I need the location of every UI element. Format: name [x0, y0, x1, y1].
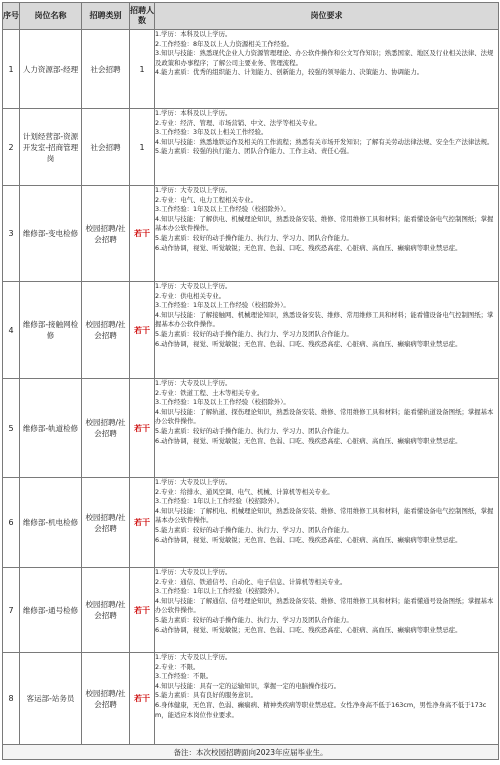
- row-headcount: 若干: [130, 282, 155, 379]
- header-seq: 序号: [3, 3, 20, 30]
- row-seq: 1: [3, 30, 20, 109]
- row-recruit-type: 校园招聘/社会招聘: [82, 653, 130, 745]
- row-seq: 2: [3, 109, 20, 186]
- row-requirements: 1.学历：大专及以上学历。 2.专业：通信、铁道信号、自动化、电子信息、计算机等相关专业。 3.工作经验：1年以上工作经验（校招除外）。 4.知识与技能：了解通信、信号理论知识，熟悉设备安装、维修、常用维修工具和材料；能看懂通号设备图纸；掌握基本办公软件操作。 5.能力素质：较好的动手操作能力、执行力、学习力及团队合作能力。 6.动作协调，视觉、听觉敏锐；无色盲、色弱、口吃、残疾恐高症、心脏病、高血压、癫痫病等职业禁忌症。: [155, 568, 499, 653]
- table-note: 备注：本次校园招聘面向2023年应届毕业生。: [3, 745, 499, 760]
- row-headcount: 1: [130, 109, 155, 186]
- row-recruit-type: 社会招聘: [82, 30, 130, 109]
- row-position-name: 维修部-通号检修: [20, 568, 82, 653]
- row-recruit-type: 校园招聘/社会招聘: [82, 379, 130, 478]
- row-position-name: 计划经营部-资源开发室-招商管理岗: [20, 109, 82, 186]
- row-requirements: 1.学历：大专及以上学历。 2.专业：给排水、通风空调、电气、机械、计算机等相关专业。 3.工作经验：1年以上工作经验（校招除外）。 4.知识与技能：了解机电、机械理论知识，熟悉设备安装、维修、常用维修工具和材料，能看懂设备电气控制图纸，掌握基本办公软件操作。 5.能力素质：较好的动手操作能力、执行力、学习力、团队合作能力。 6.动作协调，视觉、听觉敏锐；无色盲、色弱、口吃、残疾恐高症、心脏病、高血压、癫痫病等职业禁忌症。: [155, 478, 499, 568]
- row-requirements: 1.学历：本科及以上学历。 2.工作经验：8年及以上人力资源相关工作经验。 3.知识与技能：熟悉现代企业人力资源管理理论、办公软件操作和公文写作知识；熟悉国家、地区及行业相关法律、法规及政策和办事程序；了解公司主要业务、管理流程。 4.能力素质：优秀的组织能力、计划能力、创新能力，较强的领导能力、决策能力、协调能力。: [155, 30, 499, 109]
- table-row: [3, 379, 499, 478]
- row-recruit-type: 校园招聘/社会招聘: [82, 568, 130, 653]
- recruitment-table: [2, 2, 499, 760]
- header-num: 招聘人数: [130, 3, 155, 30]
- table-row: [3, 109, 499, 186]
- row-headcount: 若干: [130, 568, 155, 653]
- row-seq: 3: [3, 186, 20, 282]
- row-headcount: 若干: [130, 186, 155, 282]
- row-seq: 5: [3, 379, 20, 478]
- row-recruit-type: 校园招聘/社会招聘: [82, 478, 130, 568]
- row-seq: 6: [3, 478, 20, 568]
- row-position-name: 客运部-站务员: [20, 653, 82, 745]
- row-requirements: 1.学历：大专及以上学历。 2.专业：电气、电力工程相关专业。 3.工作经验：1年及以上工作经验（校招除外）。 4.知识与技能：了解供电、机械理论知识，熟悉设备安装、维修、常用维修工具和材料；能看懂设备电气控制图纸；掌握基本办公软件操作。 5.能力素质：较好的动手操作能力、执行力、学习力、团队合作能力。 6.动作协调，视觉、听觉敏锐；无色盲、色弱、口吃、残疾恐高症、心脏病、高血压、癫痫病等职业禁忌症。: [155, 186, 499, 282]
- row-headcount: 若干: [130, 653, 155, 745]
- row-seq: 4: [3, 282, 20, 379]
- row-headcount: 若干: [130, 379, 155, 478]
- row-seq: 7: [3, 568, 20, 653]
- row-headcount: 1: [130, 30, 155, 109]
- table-row: [3, 282, 499, 379]
- row-position-name: 维修部-接触网检修: [20, 282, 82, 379]
- header-type: 招聘类别: [82, 3, 130, 30]
- table-row: [3, 30, 499, 109]
- table-row: [3, 568, 499, 653]
- row-position-name: 人力资源部-经理: [20, 30, 82, 109]
- header-name: 岗位名称: [20, 3, 82, 30]
- table-row: [3, 186, 499, 282]
- row-position-name: 维修部-变电检修: [20, 186, 82, 282]
- row-seq: 8: [3, 653, 20, 745]
- note-row: [3, 745, 499, 760]
- row-requirements: 1.学历：本科及以上学历。 2.专业：经济、管理、市场营销、中文、法学等相关专业。 3.工作经验：3年及以上相关工作经验。 4.知识与技能：熟悉地铁运作及相关的工作流程；熟悉有关市场开发知识；了解有关劳动法律法规、安全生产法律法规。 5.能力素质：较强的执行能力、团队合作能力、工作主动、责任心强。: [155, 109, 499, 186]
- row-requirements: 1.学历：大专及以上学历。 2.专业：铁道工程、土木等相关专业。 3.工作经验：1年及以上工作经验（校招除外）。 4.知识与技能：了解轨道、探伤理论知识，熟悉设备安装、维修、常用维修工具和材料；能看懂轨道设备图纸；掌握基本办公软件操作。 5.能力素质：较好的动手操作能力、执行力、学习力、团队合作能力。 6.动作协调，视觉、听觉敏锐；无色盲、色弱、口吃、残疾恐高症、心脏病、高血压、癫痫病等职业禁忌症。: [155, 379, 499, 478]
- row-requirements: 1.学历：大专及以上学历。 2.专业：供电相关专业。 3.工作经验：1年及以上工作经验（校招除外）。 4.知识与技能：了解接触网、机械理论知识，熟悉设备安装、维修、常用维修工具和材料；能看懂设备电气控制图纸；掌握基本办公软件操作。 5.能力素质：较好的动手操作能力、执行力、学习力及团队合作能力。 6.动作协调，视觉、听觉敏锐；无色盲、色弱、口吃、残疾恐高症、心脏病、高血压、癫痫病等职业禁忌症。: [155, 282, 499, 379]
- row-position-name: 维修部-机电检修: [20, 478, 82, 568]
- row-recruit-type: 校园招聘/社会招聘: [82, 282, 130, 379]
- row-recruit-type: 校园招聘/社会招聘: [82, 186, 130, 282]
- row-headcount: 若干: [130, 478, 155, 568]
- table-row: [3, 478, 499, 568]
- row-position-name: 维修部-轨道检修: [20, 379, 82, 478]
- header-row: [3, 3, 499, 30]
- row-recruit-type: 社会招聘: [82, 109, 130, 186]
- header-req: 岗位要求: [155, 3, 499, 30]
- row-requirements: 1.学历：大专及以上学历。 2.专业：不限。 3.工作经验：不限。 4.知识与技能：具有一定的运输知识，掌握一定的电脑操作技巧。 5.能力素质：具有良好的服务意识。 6.身体健康，无色盲、色弱、癫痫病、精神类疾病等职业禁忌症。女性净身高不低于163cm，男性净身高不低于173cm，能适应本岗位作业要求。: [155, 653, 499, 745]
- table-row: [3, 653, 499, 745]
